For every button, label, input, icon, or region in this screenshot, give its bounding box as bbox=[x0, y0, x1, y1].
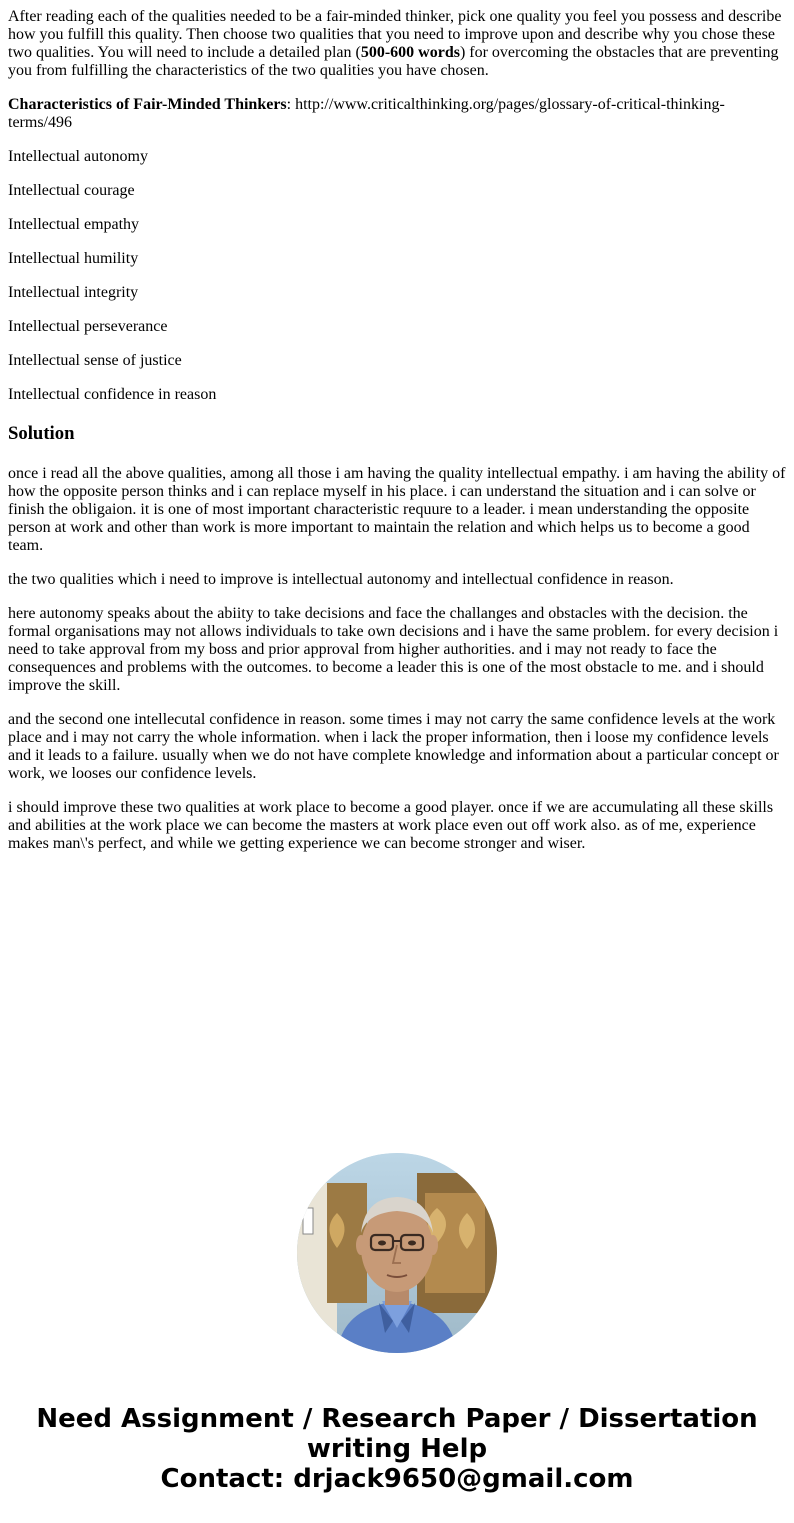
quality-item: Intellectual courage bbox=[8, 182, 135, 199]
quality-item: Intellectual integrity bbox=[8, 284, 139, 301]
characteristics-line bbox=[8, 96, 786, 132]
solution-paragraph: here autonomy speaks about the abiity to take decisions and face the challanges and obstacles with the decision. the formal organisations may not allows individuals to take own decisions and i have the same problem. for every decision i need to take approval from my boss and prior approval from higher authorities. and i may not ready to face the consequences and problems with the outcomes. to become a leader this is one of the most obstacle to me. and i should improve the skill. bbox=[8, 605, 779, 694]
solution-heading: Solution bbox=[8, 423, 75, 444]
avatar-photo bbox=[297, 1153, 497, 1353]
characteristics-label: Characteristics of Fair-Minded Thinkers bbox=[8, 96, 287, 113]
characteristics-url: : http://www.criticalthinking.org/pages/glossary-of-critical-thinking-terms/496 bbox=[8, 96, 725, 131]
intro-text-1: After reading each of the qualities needed to be a fair-minded thinker, pick one quality you feel you possess and describe how you fulfill this quality. Then choose two qualities that you need to improve upon and describe why you chose these two qualities. You will need to include a detailed plan ( bbox=[8, 8, 782, 61]
qualities-list bbox=[8, 148, 786, 404]
intro-word-count: 500-600 words bbox=[360, 44, 460, 61]
solution-paragraph: once i read all the above qualities, among all those i am having the quality intellectual empathy. i am having the ability of how the opposite person thinks and i can replace myself in his place. i can understand the situation and i can solve or finish the obligaion. it is one of most important characteristic requure to a leader. i mean understanding the opposite person at work and other than work is more important to maintain the relation and which helps us to become a good team. bbox=[8, 465, 786, 554]
quality-item: Intellectual empathy bbox=[8, 216, 140, 233]
banner-line-2: writing Help bbox=[306, 1434, 488, 1464]
solution-paragraph: the two qualities which i need to improve is intellectual autonomy and intellectual confidence in reason. bbox=[8, 571, 674, 588]
question-intro bbox=[8, 8, 786, 80]
solution-paragraph: i should improve these two qualities at work place to become a good player. once if we are accumulating all these skills and abilities at the work place we can become the masters at work place even out off work also. as of me, experience makes man\'s perfect, and while we getting experience we can become stronger and wiser. bbox=[8, 799, 774, 852]
banner-line-1: Need Assignment / Research Paper / Dissertation bbox=[36, 1404, 758, 1434]
quality-item: Intellectual perseverance bbox=[8, 318, 168, 335]
intro-text-2: ) for overcoming the obstacles that are preventing you from fulfilling the characteristics of the two qualities you have chosen. bbox=[8, 44, 779, 79]
document-body bbox=[8, 8, 786, 869]
contact-banner bbox=[0, 1404, 794, 1494]
tutor-avatar bbox=[297, 1153, 497, 1353]
quality-item: Intellectual confidence in reason bbox=[8, 386, 217, 403]
quality-item: Intellectual autonomy bbox=[8, 148, 148, 165]
banner-contact-email: Contact: drjack9650@gmail.com bbox=[160, 1464, 634, 1494]
quality-item: Intellectual humility bbox=[8, 250, 139, 267]
solution-paragraph: and the second one intellecutal confidence in reason. some times i may not carry the same confidence levels at the work place and i may not carry the whole information. when i lack the proper information, then i loose my confidence levels and it leads to a failure. usually when we do not have complete knowledge and information about a particular concept or work, we looses our confidence levels. bbox=[8, 711, 779, 782]
quality-item: Intellectual sense of justice bbox=[8, 352, 182, 369]
